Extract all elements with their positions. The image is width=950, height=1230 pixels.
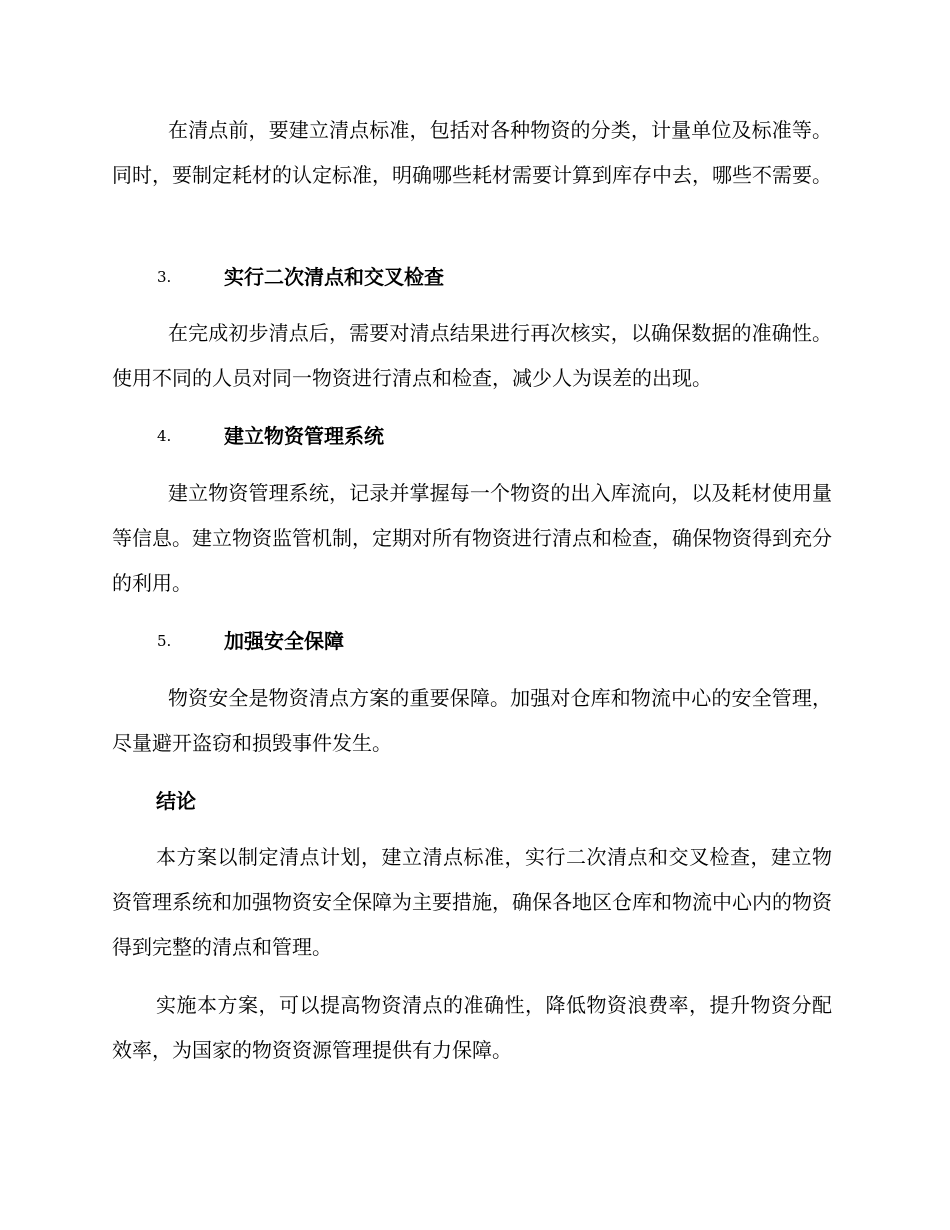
section-4-number: 4. (157, 427, 172, 445)
section-4-title: 建立物资管理系统 (224, 424, 384, 448)
intro-paragraph: 在清点前，要建立清点标准，包括对各种物资的分类，计量单位及标准等。同时，要制定耗材的认定标准，明确哪些耗材需要计算到库存中去，哪些不需要。 (112, 118, 832, 187)
conclusion-title: 结论 (156, 789, 196, 813)
section-5-title: 加强安全保障 (224, 629, 344, 653)
conclusion-paragraph-2: 实施本方案，可以提高物资清点的准确性，降低物资浪费率，提升物资分配效率，为国家的物资资源管理提供有力保障。 (112, 993, 832, 1062)
section-5-number: 5. (157, 632, 172, 650)
section-5-body: 物资安全是物资清点方案的重要保障。加强对仓库和物流中心的安全管理，尽量避开盗窃和损毁事件发生。 (112, 686, 832, 755)
section-3-title: 实行二次清点和交叉检查 (224, 265, 444, 289)
section-3-number: 3. (157, 268, 172, 286)
section-4-body: 建立物资管理系统，记录并掌握每一个物资的出入库流向，以及耗材使用量等信息。建立物资监管机制，定期对所有物资进行清点和检查，确保物资得到充分的利用。 (112, 481, 832, 595)
section-3-body: 在完成初步清点后，需要对清点结果进行再次核实，以确保数据的准确性。使用不同的人员对同一物资进行清点和检查，减少人为误差的出现。 (112, 321, 832, 390)
conclusion-paragraph-1: 本方案以制定清点计划，建立清点标准，实行二次清点和交叉检查，建立物资管理系统和加强物资安全保障为主要措施，确保各地区仓库和物流中心内的物资得到完整的清点和管理。 (112, 845, 832, 959)
